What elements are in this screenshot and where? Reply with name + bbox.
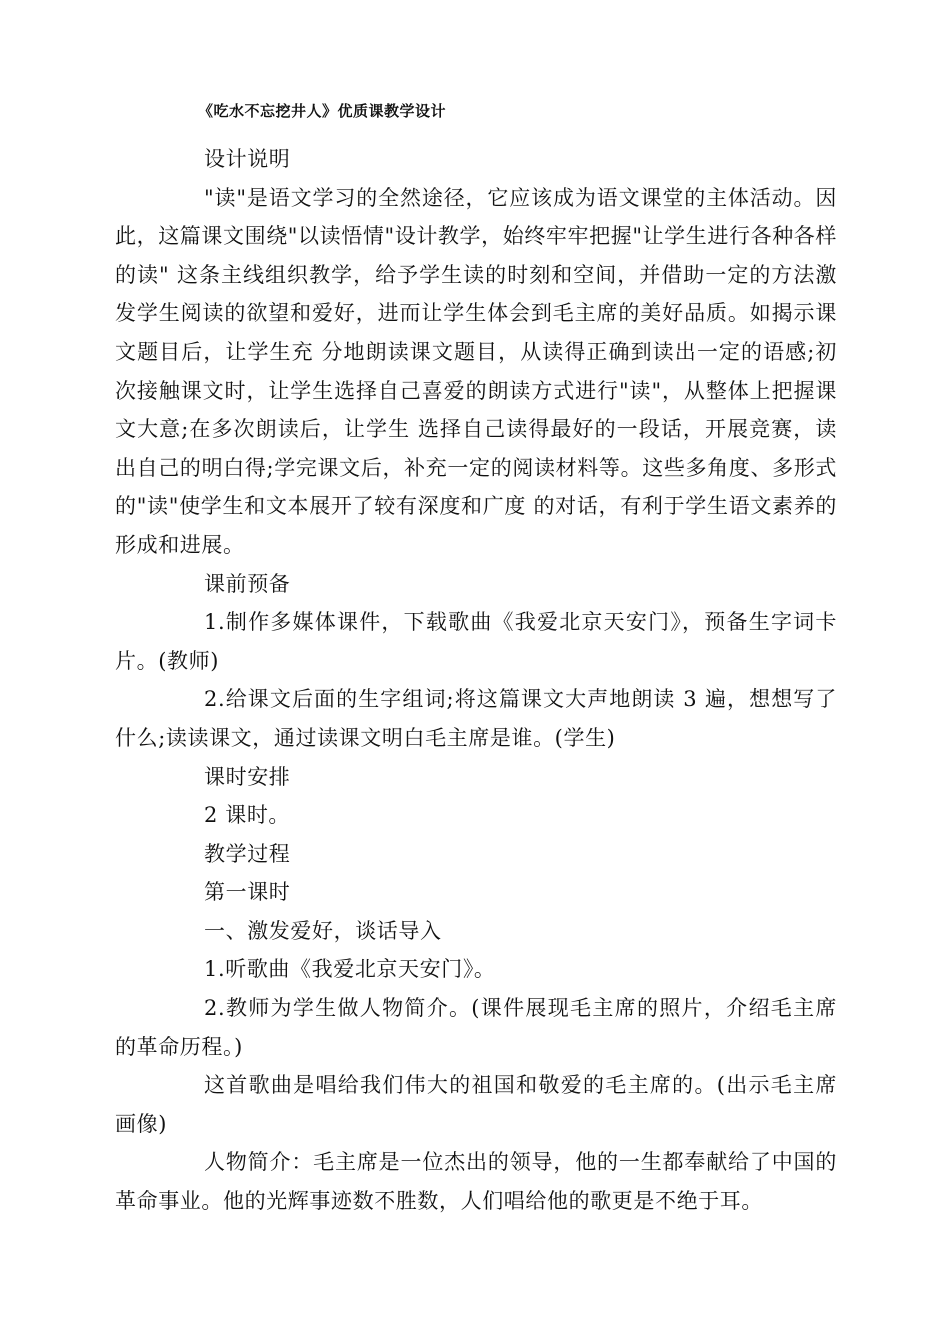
paragraph-design-notes: "读"是语文学习的全然途径，它应该成为语文课堂的主体活动。因此，这篇课文围绕"以读悟情"设计教学，始终牢牢把握"让学生进行各种各样的读" 这条主线组织教学，给予学生读的时刻和空间，并借助一定的方法激发学生阅读的欲望和爱好，进而让学生体会到毛主席的美好品质。如揭示课文题目后，让学生充 分地朗读课文题目，从读得正确到读出一定的语感;初次接触课文时，让学生选择自己喜爱的朗读方式进行"读"，从整体上把握课文大意;在多次朗读后，让学生 选择自己读得最好的一段话，开展竞赛，读出自己的明白得;学完课文后，补充一定的阅读材料等。这些多角度、多形式的"读"使学生和文本展开了较有深度和广度 的对话，有利于学生语文素养的形成和进展。	[115, 185, 837, 557]
section-heading-preparation: 课前预备	[204, 571, 291, 596]
paragraph-schedule: 2 课时。	[204, 803, 291, 828]
paragraph-prep-teacher: 1.制作多媒体课件，下载歌曲《我爱北京天安门》，预备生字词卡片。(教师)	[115, 610, 837, 673]
list-item-listen-song: 1.听歌曲《我爱北京天安门》。	[204, 957, 496, 982]
paragraph-song-meaning: 这首歌曲是唱给我们伟大的祖国和敬爱的毛主席的。(出示毛主席画像)	[115, 1073, 837, 1136]
paragraph-prep-student: 2.给课文后面的生字组词;将这篇课文大声地朗读 3 遍，想想写了什么;读读课文，通过读课文明白毛主席是谁。(学生)	[115, 687, 837, 750]
document-body	[115, 140, 837, 1221]
section-heading-design-notes: 设计说明	[204, 147, 291, 171]
paragraph-person-intro: 人物简介：毛主席是一位杰出的领导，他的一生都奉献给了中国的革命事业。他的光辉事迹数不胜数，人们唱给他的歌更是不绝于耳。	[115, 1150, 837, 1214]
section-heading-process: 教学过程	[204, 841, 291, 866]
list-item-introduction: 2.教师为学生做人物简介。(课件展现毛主席的照片，介绍毛主席的革命历程。)	[115, 996, 837, 1059]
section-heading-first-lesson: 第一课时	[204, 880, 291, 905]
document-title: 《吃水不忘挖井人》优质课教学设计	[198, 102, 447, 120]
section-heading-schedule: 课时安排	[204, 764, 291, 789]
section-heading-intro: 一、激发爱好，谈话导入	[204, 918, 442, 943]
